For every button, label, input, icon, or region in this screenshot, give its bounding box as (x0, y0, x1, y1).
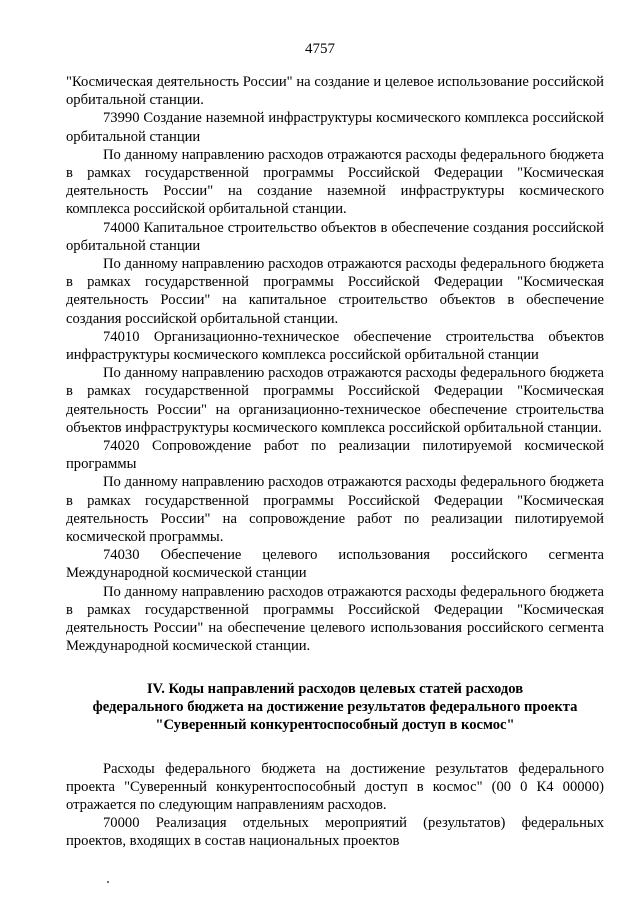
page-number: 4757 (305, 41, 335, 57)
expense-code-title: 73990 Создание наземной инфраструктуры космического комплекса российской орбитальной станции (66, 110, 604, 145)
section-heading-line: IV. Коды направлений расходов целевых статей расходов (146, 680, 524, 697)
section-heading-line: федерального бюджета на достижение результатов федерального проекта (92, 698, 578, 715)
paragraph: По данному направлению расходов отражаются расходы федерального бюджета в рамках государственной программы Российской Федерации "Космическая деятельность России" на сопровождение работ по реализации пилотируемой космической программы. (66, 474, 604, 546)
expense-code-title: 74010 Организационно-техническое обеспечение строительства объектов инфраструктуры космического комплекса российской орбитальной станции (66, 328, 604, 364)
paragraph: По данному направлению расходов отражаются расходы федерального бюджета в рамках государственной программы Российской Федерации "Космическая деятельность России" на обеспечение целевого использования российского сегмента Международной космической станции. (66, 583, 604, 655)
expense-code-title: 70000 Реализация отдельных мероприятий (результатов) федеральных проектов, входящих в состав национальных проектов (66, 815, 604, 850)
paragraph: Расходы федерального бюджета на достижение результатов федерального проекта "Суверенный конкурентоспособный доступ в космос" (00 0 К4 00000) отражается по следующим направлениям расходов. (66, 760, 604, 813)
paragraph: По данному направлению расходов отражаются расходы федерального бюджета в рамках государственной программы Российской Федерации "Космическая деятельность России" на организационно-техническое обеспечение строительства объектов инфраструктуры космического комплекса российской орбитальной станции. (66, 365, 604, 436)
document-body (66, 73, 604, 851)
section-heading (66, 680, 604, 734)
expense-code-title: 74000 Капитальное строительство объектов в обеспечение создания российской орбитальной станции (66, 219, 604, 254)
paragraph: По данному направлению расходов отражаются расходы федерального бюджета в рамках государственной программы Российской Федерации "Космическая деятельность России" на создание наземной инфраструктуры космического комплекса российской орбитальной станции. (66, 146, 604, 218)
scan-speck (107, 881, 109, 883)
expense-code-title: 74030 Обеспечение целевого использования российского сегмента Международной космической станции (66, 547, 604, 582)
section-heading-line: "Суверенный конкурентоспособный доступ в космос" (155, 716, 515, 733)
paragraph: По данному направлению расходов отражаются расходы федерального бюджета в рамках государственной программы Российской Федерации "Космическая деятельность России" на капитальное строительство объектов в обеспечение создания российской орбитальной станции. (66, 256, 604, 327)
expense-code-title: 74020 Сопровождение работ по реализации пилотируемой космической программы (66, 438, 604, 473)
paragraph: "Космическая деятельность России" на создание и целевое использование российской орбитальной станции. (66, 74, 604, 109)
